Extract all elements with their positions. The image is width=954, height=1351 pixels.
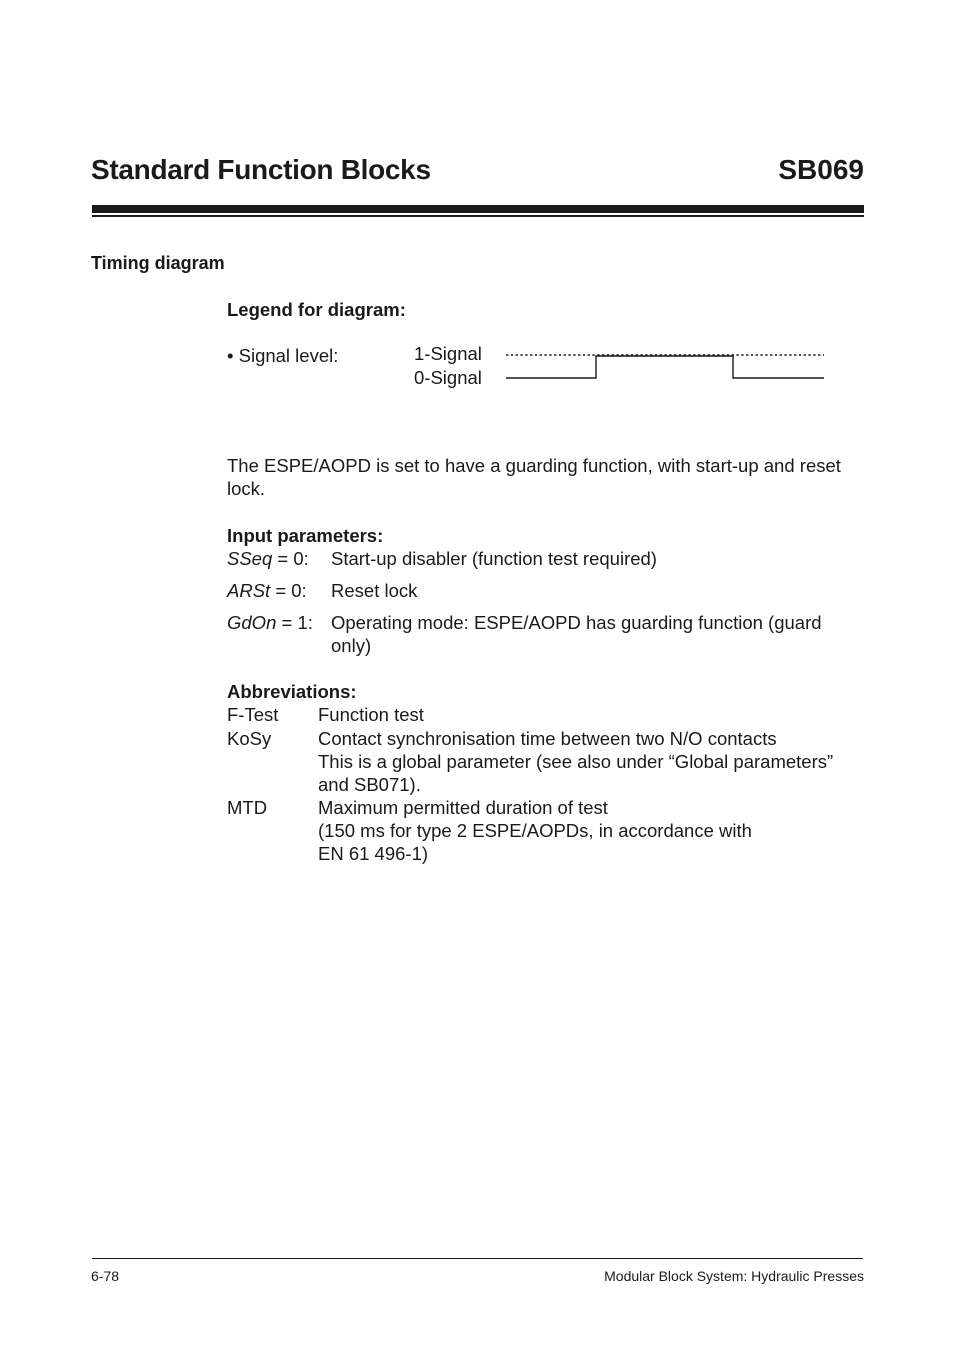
header-rule	[92, 205, 864, 213]
param-label	[227, 547, 309, 570]
param-desc: Reset lock	[331, 580, 418, 601]
section-title: Timing diagram	[91, 253, 225, 273]
book-title: Modular Block System: Hydraulic Presses	[604, 1268, 864, 1284]
low-signal-label: 0-Signal	[414, 367, 482, 388]
param-assign: = 1:	[276, 612, 313, 633]
legend-heading: Legend for diagram:	[227, 299, 406, 320]
description-paragraph: The ESPE/AOPD is set to have a guarding function, with start-up and reset lock.	[227, 455, 841, 499]
abbr-desc: (150 ms for type 2 ESPE/AOPDs, in accordance with	[318, 820, 752, 841]
param-assign: = 0:	[272, 548, 309, 569]
param-desc: Operating mode: ESPE/AOPD has guarding function (guard only)	[331, 612, 822, 656]
page-title: Standard Function Blocks	[91, 154, 431, 185]
abbr-desc: Function test	[318, 704, 424, 725]
param-label	[227, 579, 307, 602]
param-label	[227, 611, 313, 634]
abbr-term: MTD	[227, 797, 268, 818]
page-number: 6-78	[91, 1268, 120, 1284]
header-rule-thin	[92, 215, 864, 217]
signal-waveform	[506, 356, 824, 378]
param-name: GdOn	[227, 612, 277, 633]
signal-level-diagram	[500, 342, 830, 386]
signal-level-label: • Signal level:	[227, 345, 339, 366]
abbr-desc: EN 61 496-1)	[318, 843, 429, 864]
abbr-desc: Contact synchronisation time between two N/O contacts	[318, 728, 777, 749]
abbr-term: KoSy	[227, 728, 272, 749]
param-desc: Start-up disabler (function test required)	[331, 548, 657, 569]
abbr-desc: This is a global parameter (see also under “Global parameters” and SB071).	[318, 751, 834, 795]
param-name: ARSt	[227, 580, 271, 601]
abbreviations-heading: Abbreviations:	[227, 681, 357, 702]
param-assign: = 0:	[270, 580, 307, 601]
footer-rule	[92, 1258, 863, 1259]
input-parameters-heading: Input parameters:	[227, 525, 384, 546]
abbr-term: F-Test	[227, 704, 279, 725]
high-signal-label: 1-Signal	[414, 343, 482, 364]
param-name: SSeq	[227, 548, 273, 569]
block-code: SB069	[778, 154, 864, 185]
abbr-desc: Maximum permitted duration of test	[318, 797, 608, 818]
